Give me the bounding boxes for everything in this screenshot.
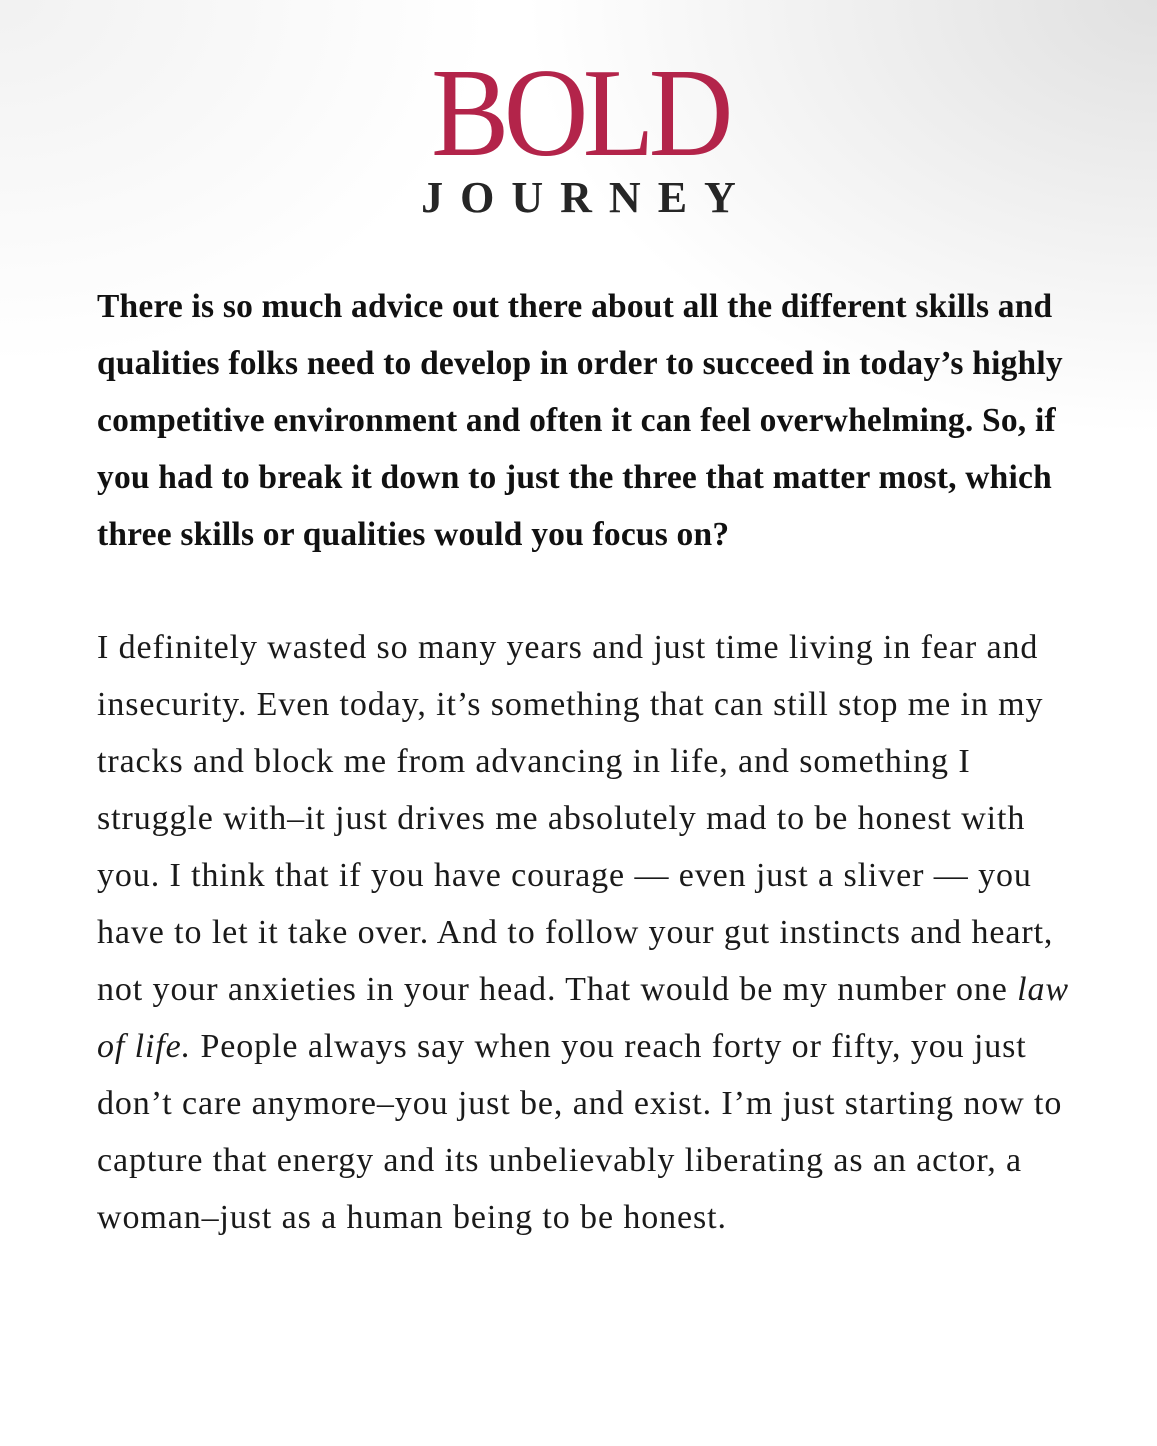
masthead-logo <box>0 44 1157 222</box>
interview-answer <box>97 619 1082 1246</box>
answer-text-part-1: I definitely wasted so many years and just time living in fear and insecurity. Even today, it’s something that can still stop me in my tracks and block me from advancing in life, and something I struggle with–it just drives me absolutely mad to be honest with you. I think that if you have courage — even just a sliver — you have to let it take over. And to follow your gut instincts and heart, not your anxieties in your head. That would be my number one <box>97 629 1054 1008</box>
logo-bold-wordmark: BOLD <box>431 44 728 183</box>
answer-text-part-2: People always say when you reach forty or fifty, you just don’t care anymore–you just be, and exist. I’m just starting now to capture that energy and its unbelievably liberating as an actor, a woman–just as a human being to be honest. <box>97 1028 1063 1236</box>
interview-article <box>97 278 1082 1246</box>
answer-emphasis: law of life. <box>97 971 1069 1065</box>
logo-journey-wordmark: JOURNEY <box>421 173 753 222</box>
interview-question: There is so much advice out there about all the different skills and qualities folks need to develop in order to succeed in today’s highly competitive environment and often it can feel overwhelming. So, if you had to break it down to just the three that matter most, which three skills or qualities would you focus on? <box>97 288 1063 553</box>
